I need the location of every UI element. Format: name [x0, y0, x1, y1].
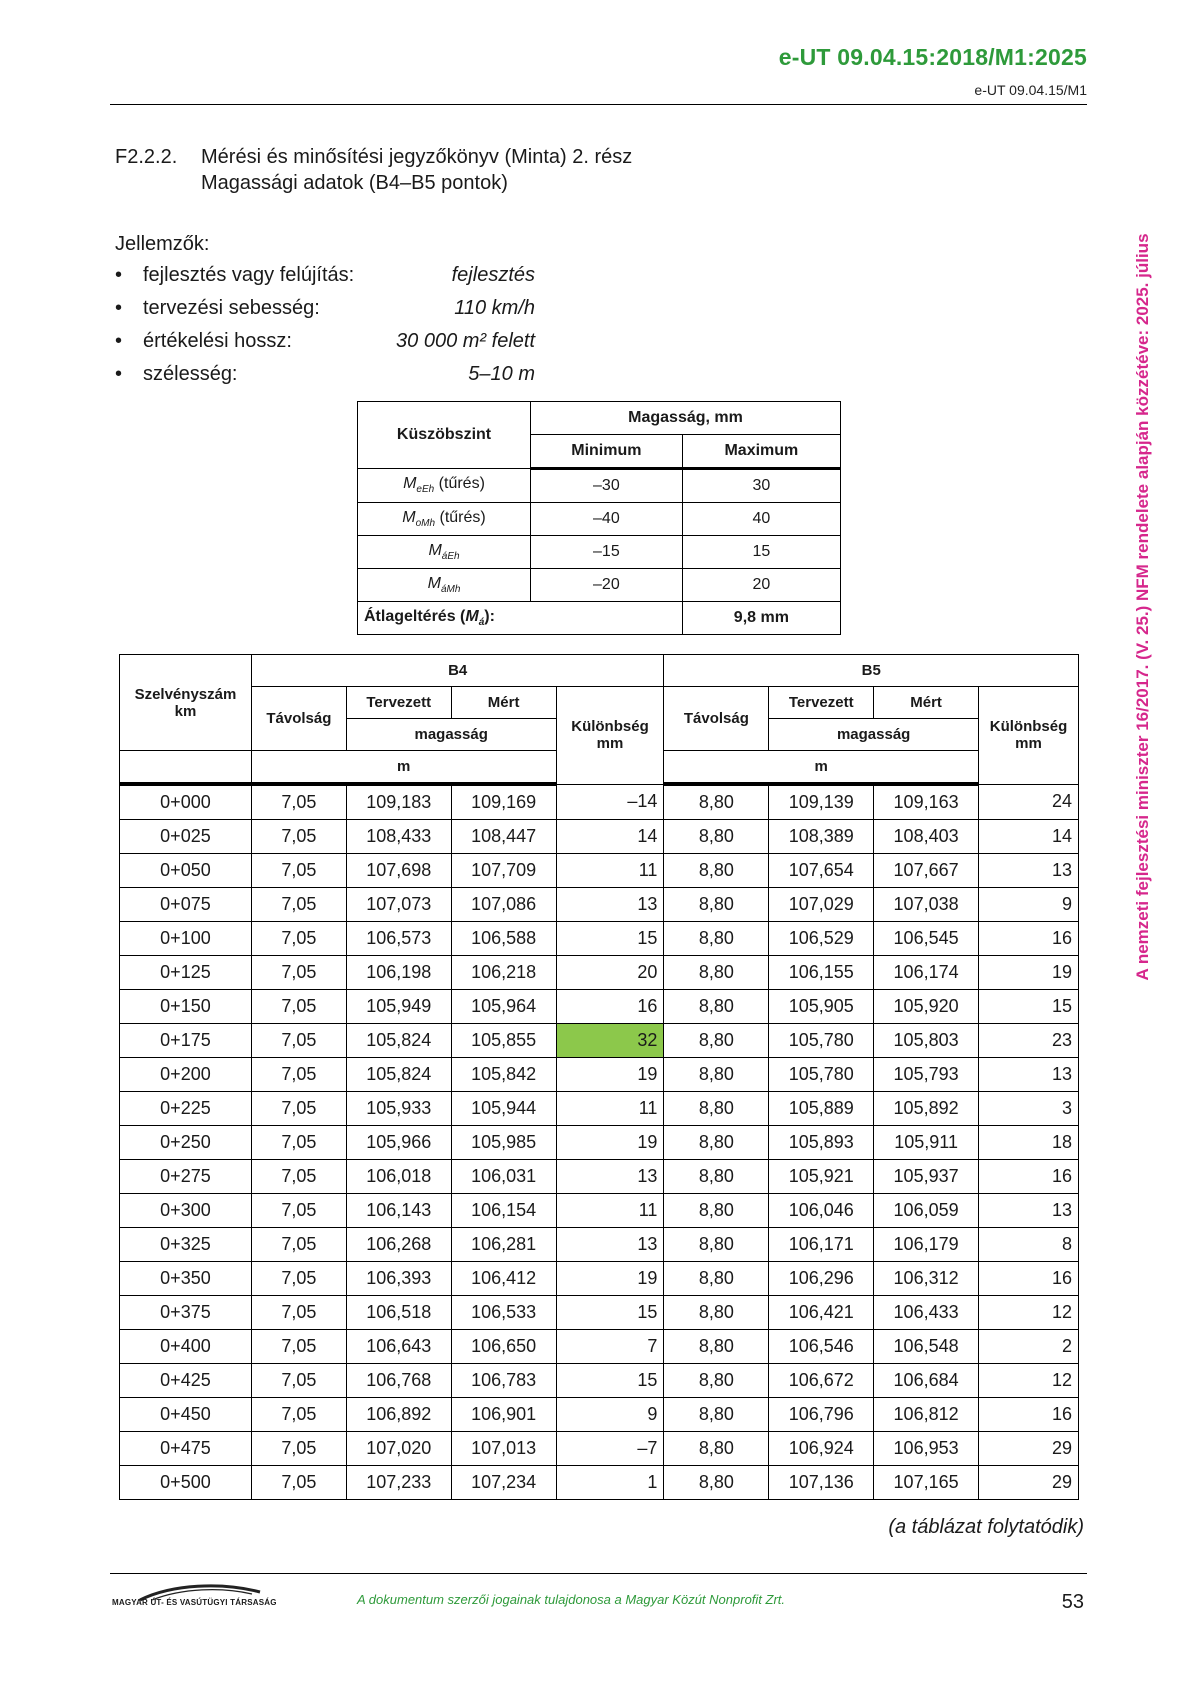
table-row — [120, 1228, 1079, 1262]
b5-measured-cell: 106,545 — [874, 922, 979, 956]
b4-distance-cell: 7,05 — [251, 820, 346, 854]
station-cell: 0+400 — [120, 1330, 252, 1364]
b5-measured-cell: 105,892 — [874, 1092, 979, 1126]
page-number: 53 — [1061, 1591, 1084, 1613]
b5-designed-cell: 106,296 — [769, 1262, 874, 1296]
b4-designed-cell: 105,933 — [346, 1092, 451, 1126]
b5-difference-cell: 23 — [979, 1024, 1079, 1058]
table-row — [120, 784, 1079, 820]
station-header: Szelvényszám km — [120, 655, 252, 751]
b4-designed-cell: 107,698 — [346, 854, 451, 888]
b4-measured-cell: 106,218 — [451, 956, 556, 990]
list-item — [115, 297, 535, 330]
b5-measured-cell: 109,163 — [874, 784, 979, 820]
b5-measured-cell: 107,038 — [874, 888, 979, 922]
station-cell: 0+150 — [120, 990, 252, 1024]
station-cell: 0+300 — [120, 1194, 252, 1228]
b5-measured-cell: 105,937 — [874, 1160, 979, 1194]
bullet-icon: • — [115, 264, 123, 286]
b4-designed-cell: 106,643 — [346, 1330, 451, 1364]
b4-designed-cell: 105,824 — [346, 1058, 451, 1092]
footer-divider — [110, 1573, 1087, 1574]
b5-distance-cell: 8,80 — [664, 1058, 769, 1092]
b5-designed-cell: 106,155 — [769, 956, 874, 990]
b4-measured-cell: 105,842 — [451, 1058, 556, 1092]
b4-difference-cell: 13 — [556, 888, 664, 922]
b4-designed-cell: 106,143 — [346, 1194, 451, 1228]
b5-designed-cell: 106,924 — [769, 1432, 874, 1466]
b5-measured-cell: 105,803 — [874, 1024, 979, 1058]
b4-designed-cell: 105,949 — [346, 990, 451, 1024]
station-cell: 0+075 — [120, 888, 252, 922]
b5-measured-cell: 105,920 — [874, 990, 979, 1024]
b5-distance-cell: 8,80 — [664, 1194, 769, 1228]
b4-difference-cell: 7 — [556, 1330, 664, 1364]
b4-difference-cell: –14 — [556, 784, 664, 820]
b4-distance-cell: 7,05 — [251, 1024, 346, 1058]
b4-distance-cell: 7,05 — [251, 1432, 346, 1466]
b5-difference-cell: 12 — [979, 1296, 1079, 1330]
table-row — [120, 1330, 1079, 1364]
b5-measured-cell: 107,667 — [874, 854, 979, 888]
b4-difference-cell: 15 — [556, 1296, 664, 1330]
b5-designed-header: Tervezett — [769, 687, 874, 719]
station-cell: 0+375 — [120, 1296, 252, 1330]
b4-designed-cell: 106,573 — [346, 922, 451, 956]
station-cell: 0+200 — [120, 1058, 252, 1092]
b4-designed-header: Tervezett — [346, 687, 451, 719]
b4-distance-cell: 7,05 — [251, 888, 346, 922]
b4-difference-cell: 1 — [556, 1466, 664, 1500]
characteristics-list — [115, 264, 535, 396]
table-row — [120, 854, 1079, 888]
b5-distance-cell: 8,80 — [664, 922, 769, 956]
b4-distance-cell: 7,05 — [251, 1228, 346, 1262]
table-row — [120, 922, 1079, 956]
height-header: Magasság, mm — [531, 402, 841, 435]
b5-designed-cell: 105,780 — [769, 1024, 874, 1058]
b5-designed-cell: 107,654 — [769, 854, 874, 888]
threshold-max: 30 — [682, 469, 840, 503]
bullet-icon: • — [115, 330, 123, 352]
b5-distance-cell: 8,80 — [664, 1126, 769, 1160]
b5-designed-cell: 105,780 — [769, 1058, 874, 1092]
b5-distance-cell: 8,80 — [664, 1296, 769, 1330]
b4-measured-cell: 106,031 — [451, 1160, 556, 1194]
b4-designed-cell: 106,768 — [346, 1364, 451, 1398]
b4-measured-cell: 106,783 — [451, 1364, 556, 1398]
list-item — [115, 330, 535, 363]
section-title-line1: Mérési és minősítési jegyzőkönyv (Minta) 2. rész — [201, 146, 633, 168]
b4-difference-cell: 15 — [556, 1364, 664, 1398]
b5-difference-header: Különbség mm — [979, 687, 1079, 785]
b4-designed-cell: 106,268 — [346, 1228, 451, 1262]
table-row — [120, 956, 1079, 990]
b5-distance-cell: 8,80 — [664, 1330, 769, 1364]
b5-designed-cell: 106,546 — [769, 1330, 874, 1364]
table-row — [120, 1126, 1079, 1160]
b5-difference-cell: 29 — [979, 1466, 1079, 1500]
b4-distance-cell: 7,05 — [251, 1296, 346, 1330]
b4-distance-cell: 7,05 — [251, 1466, 346, 1500]
b4-distance-cell: 7,05 — [251, 1058, 346, 1092]
b4-difference-cell: 13 — [556, 1228, 664, 1262]
height-data-table — [119, 654, 1079, 1500]
threshold-header: Küszöbszint — [358, 402, 531, 469]
b5-difference-cell: 16 — [979, 1160, 1079, 1194]
b4-distance-header: Távolság — [251, 687, 346, 751]
b4-distance-cell: 7,05 — [251, 1262, 346, 1296]
b4-difference-cell: 20 — [556, 956, 664, 990]
station-cell: 0+450 — [120, 1398, 252, 1432]
b4-distance-cell: 7,05 — [251, 1126, 346, 1160]
b5-distance-cell: 8,80 — [664, 1364, 769, 1398]
maximum-header: Maximum — [682, 435, 840, 469]
b5-designed-cell: 106,796 — [769, 1398, 874, 1432]
b5-distance-header: Távolság — [664, 687, 769, 751]
b5-distance-cell: 8,80 — [664, 820, 769, 854]
b4-difference-cell: 14 — [556, 820, 664, 854]
threshold-name: $M_{áEh}$ — [358, 536, 531, 569]
b5-difference-cell: 18 — [979, 1126, 1079, 1160]
b5-designed-cell: 106,421 — [769, 1296, 874, 1330]
b4-measured-cell: 106,412 — [451, 1262, 556, 1296]
b5-distance-cell: 8,80 — [664, 956, 769, 990]
b5-difference-cell: 29 — [979, 1432, 1079, 1466]
threshold-name: $M_{áMh}$ — [358, 569, 531, 602]
b5-designed-cell: 106,529 — [769, 922, 874, 956]
threshold-max: 40 — [682, 503, 840, 536]
item-value: 5–10 m — [468, 363, 535, 385]
b5-designed-cell: 105,889 — [769, 1092, 874, 1126]
b4-distance-cell: 7,05 — [251, 922, 346, 956]
b5-measured-cell: 108,403 — [874, 820, 979, 854]
b5-distance-cell: 8,80 — [664, 1466, 769, 1500]
b5-distance-cell: 8,80 — [664, 1092, 769, 1126]
b4-designed-cell: 106,018 — [346, 1160, 451, 1194]
station-cell: 0+225 — [120, 1092, 252, 1126]
b5-difference-cell: 14 — [979, 820, 1079, 854]
b5-difference-cell: 16 — [979, 1262, 1079, 1296]
b5-difference-cell: 13 — [979, 854, 1079, 888]
station-cell: 0+125 — [120, 956, 252, 990]
b4-distance-cell: 7,05 — [251, 990, 346, 1024]
threshold-min: –15 — [531, 536, 683, 569]
table-row — [120, 1194, 1079, 1228]
b4-measured-cell: 106,154 — [451, 1194, 556, 1228]
station-cell: 0+325 — [120, 1228, 252, 1262]
b4-difference-cell: 19 — [556, 1058, 664, 1092]
b5-distance-cell: 8,80 — [664, 990, 769, 1024]
station-cell: 0+100 — [120, 922, 252, 956]
b4-designed-cell: 105,966 — [346, 1126, 451, 1160]
station-cell: 0+025 — [120, 820, 252, 854]
b4-difference-cell: –7 — [556, 1432, 664, 1466]
table-row — [120, 990, 1079, 1024]
b5-designed-cell: 109,139 — [769, 784, 874, 820]
b4-measured-cell: 105,964 — [451, 990, 556, 1024]
b4-difference-cell: 19 — [556, 1262, 664, 1296]
item-label: szélesség: — [143, 363, 238, 385]
b5-designed-cell: 108,389 — [769, 820, 874, 854]
b5-distance-cell: 8,80 — [664, 1432, 769, 1466]
b4-distance-cell: 7,05 — [251, 1330, 346, 1364]
b5-measured-cell: 105,911 — [874, 1126, 979, 1160]
b5-measured-cell: 105,793 — [874, 1058, 979, 1092]
section-title-line2: Magassági adatok (B4–B5 pontok) — [201, 172, 508, 194]
b4-difference-cell: 15 — [556, 922, 664, 956]
logo-text: MAGYAR ÚT- ÉS VASÚTÜGYI TÁRSASÁG — [112, 1598, 277, 1607]
b4-unit-header: m — [251, 751, 556, 785]
publication-note — [1128, 162, 1158, 1052]
table-row — [120, 1296, 1079, 1330]
b5-designed-cell: 105,893 — [769, 1126, 874, 1160]
b4-designed-cell: 106,198 — [346, 956, 451, 990]
publication-note-text: A nemzeti fejlesztési miniszter 16/2017. (V. 25.) NFM rendelete alapján közzétéve: 2025. július — [1133, 233, 1152, 981]
bullet-icon: • — [115, 297, 123, 319]
b4-measured-cell: 107,086 — [451, 888, 556, 922]
b4-height-header: magasság — [346, 719, 556, 751]
list-item — [115, 264, 535, 297]
b4-designed-cell: 107,073 — [346, 888, 451, 922]
table-row — [120, 820, 1079, 854]
b5-difference-cell: 16 — [979, 1398, 1079, 1432]
b5-distance-cell: 8,80 — [664, 1024, 769, 1058]
b4-measured-cell: 105,944 — [451, 1092, 556, 1126]
b4-difference-cell: 19 — [556, 1126, 664, 1160]
b5-difference-cell: 13 — [979, 1058, 1079, 1092]
b4-distance-cell: 7,05 — [251, 956, 346, 990]
header-divider — [110, 104, 1087, 105]
station-cell: 0+050 — [120, 854, 252, 888]
b5-distance-cell: 8,80 — [664, 888, 769, 922]
average-label: Átlageltérés $(M_á)$: — [358, 602, 683, 635]
b4-difference-cell: 11 — [556, 1194, 664, 1228]
station-unit-blank — [120, 751, 252, 785]
b4-designed-cell: 107,233 — [346, 1466, 451, 1500]
average-value: 9,8 mm — [682, 602, 840, 635]
b5-difference-cell: 9 — [979, 888, 1079, 922]
b5-measured-cell: 106,059 — [874, 1194, 979, 1228]
table-row — [120, 1092, 1079, 1126]
b5-measured-cell: 106,953 — [874, 1432, 979, 1466]
b5-distance-cell: 8,80 — [664, 1228, 769, 1262]
b4-difference-cell: 9 — [556, 1398, 664, 1432]
b4-measured-cell: 106,533 — [451, 1296, 556, 1330]
b4-measured-cell: 106,650 — [451, 1330, 556, 1364]
b5-header: B5 — [664, 655, 1079, 687]
b4-distance-cell: 7,05 — [251, 1160, 346, 1194]
b4-designed-cell: 108,433 — [346, 820, 451, 854]
b5-difference-cell: 13 — [979, 1194, 1079, 1228]
b4-measured-cell: 107,709 — [451, 854, 556, 888]
b5-height-header: magasság — [769, 719, 979, 751]
b5-measured-cell: 106,312 — [874, 1262, 979, 1296]
b5-distance-cell: 8,80 — [664, 784, 769, 820]
b4-measured-cell: 106,281 — [451, 1228, 556, 1262]
threshold-row — [358, 536, 841, 569]
threshold-name: $M_{oMh}$ (tűrés) — [358, 503, 531, 536]
item-value: 110 km/h — [454, 297, 535, 319]
b4-measured-cell: 105,855 — [451, 1024, 556, 1058]
b4-designed-cell: 107,020 — [346, 1432, 451, 1466]
b4-measured-header: Mért — [451, 687, 556, 719]
b5-distance-cell: 8,80 — [664, 1160, 769, 1194]
threshold-row — [358, 469, 841, 503]
threshold-table — [357, 401, 841, 635]
minimum-header: Minimum — [531, 435, 683, 469]
table-row — [120, 1432, 1079, 1466]
b4-designed-cell: 105,824 — [346, 1024, 451, 1058]
item-label: fejlesztés vagy felújítás: — [143, 264, 355, 286]
station-cell: 0+350 — [120, 1262, 252, 1296]
station-cell: 0+175 — [120, 1024, 252, 1058]
threshold-max: 15 — [682, 536, 840, 569]
b4-measured-cell: 106,588 — [451, 922, 556, 956]
b4-header: B4 — [251, 655, 664, 687]
table-row — [120, 1160, 1079, 1194]
b4-difference-cell: 11 — [556, 854, 664, 888]
station-cell: 0+500 — [120, 1466, 252, 1500]
b5-designed-cell: 105,905 — [769, 990, 874, 1024]
b5-difference-cell: 3 — [979, 1092, 1079, 1126]
b4-measured-cell: 106,901 — [451, 1398, 556, 1432]
b4-distance-cell: 7,05 — [251, 784, 346, 820]
station-cell: 0+250 — [120, 1126, 252, 1160]
b5-designed-cell: 106,046 — [769, 1194, 874, 1228]
b5-measured-cell: 106,433 — [874, 1296, 979, 1330]
b5-difference-cell: 2 — [979, 1330, 1079, 1364]
b4-designed-cell: 106,393 — [346, 1262, 451, 1296]
b5-distance-cell: 8,80 — [664, 1262, 769, 1296]
station-cell: 0+275 — [120, 1160, 252, 1194]
b5-designed-cell: 107,136 — [769, 1466, 874, 1500]
b5-distance-cell: 8,80 — [664, 854, 769, 888]
b4-designed-cell: 109,183 — [346, 784, 451, 820]
b5-designed-cell: 107,029 — [769, 888, 874, 922]
table-row — [120, 888, 1079, 922]
b5-measured-cell: 107,165 — [874, 1466, 979, 1500]
b4-distance-cell: 7,05 — [251, 854, 346, 888]
bullet-icon: • — [115, 363, 123, 385]
b5-measured-cell: 106,179 — [874, 1228, 979, 1262]
threshold-row — [358, 503, 841, 536]
section-title — [115, 144, 632, 196]
b4-distance-cell: 7,05 — [251, 1364, 346, 1398]
b5-measured-header: Mért — [874, 687, 979, 719]
table-row — [120, 1058, 1079, 1092]
b4-measured-cell: 107,013 — [451, 1432, 556, 1466]
b5-designed-cell: 106,171 — [769, 1228, 874, 1262]
b4-measured-cell: 109,169 — [451, 784, 556, 820]
b4-difference-header: Különbség mm — [556, 687, 664, 785]
station-cell: 0+475 — [120, 1432, 252, 1466]
document-code-short: e-UT 09.04.15/M1 — [974, 82, 1087, 98]
b4-distance-cell: 7,05 — [251, 1194, 346, 1228]
b5-designed-cell: 105,921 — [769, 1160, 874, 1194]
b4-difference-cell: 13 — [556, 1160, 664, 1194]
b4-designed-cell: 106,518 — [346, 1296, 451, 1330]
b5-difference-cell: 8 — [979, 1228, 1079, 1262]
table-row — [120, 1466, 1079, 1500]
list-item — [115, 363, 535, 396]
b4-difference-cell: 32 — [556, 1024, 664, 1058]
station-cell: 0+000 — [120, 784, 252, 820]
threshold-min: –40 — [531, 503, 683, 536]
b5-difference-cell: 19 — [979, 956, 1079, 990]
item-label: tervezési sebesség: — [143, 297, 320, 319]
threshold-name: $M_{eEh}$ (tűrés) — [358, 469, 531, 503]
threshold-max: 20 — [682, 569, 840, 602]
b5-designed-cell: 106,672 — [769, 1364, 874, 1398]
b4-designed-cell: 106,892 — [346, 1398, 451, 1432]
section-number: F2.2.2. — [115, 146, 178, 168]
threshold-min: –30 — [531, 469, 683, 503]
threshold-min: –20 — [531, 569, 683, 602]
b5-difference-cell: 12 — [979, 1364, 1079, 1398]
b4-difference-cell: 16 — [556, 990, 664, 1024]
item-value: 30 000 m² felett — [396, 330, 535, 352]
b5-difference-cell: 16 — [979, 922, 1079, 956]
table-row — [120, 1024, 1079, 1058]
document-code: e-UT 09.04.15:2018/M1:2025 — [778, 44, 1087, 70]
b5-measured-cell: 106,684 — [874, 1364, 979, 1398]
b4-measured-cell: 105,985 — [451, 1126, 556, 1160]
continuation-note: (a táblázat folytatódik) — [888, 1516, 1084, 1538]
b4-distance-cell: 7,05 — [251, 1398, 346, 1432]
b5-unit-header: m — [664, 751, 979, 785]
b5-measured-cell: 106,174 — [874, 956, 979, 990]
b4-measured-cell: 107,234 — [451, 1466, 556, 1500]
item-label: értékelési hossz: — [143, 330, 292, 352]
threshold-row — [358, 569, 841, 602]
table-row — [120, 1398, 1079, 1432]
table-row — [120, 1262, 1079, 1296]
station-cell: 0+425 — [120, 1364, 252, 1398]
b4-measured-cell: 108,447 — [451, 820, 556, 854]
b5-difference-cell: 15 — [979, 990, 1079, 1024]
table-row — [120, 1364, 1079, 1398]
characteristics-title: Jellemzők: — [115, 233, 210, 255]
b5-measured-cell: 106,812 — [874, 1398, 979, 1432]
b4-distance-cell: 7,05 — [251, 1092, 346, 1126]
b5-difference-cell: 24 — [979, 784, 1079, 820]
b5-distance-cell: 8,80 — [664, 1398, 769, 1432]
item-value: fejlesztés — [451, 264, 535, 286]
b4-difference-cell: 11 — [556, 1092, 664, 1126]
b5-measured-cell: 106,548 — [874, 1330, 979, 1364]
copyright-note: A dokumentum szerzői jogainak tulajdonosa a Magyar Közút Nonprofit Zrt. — [357, 1592, 786, 1607]
